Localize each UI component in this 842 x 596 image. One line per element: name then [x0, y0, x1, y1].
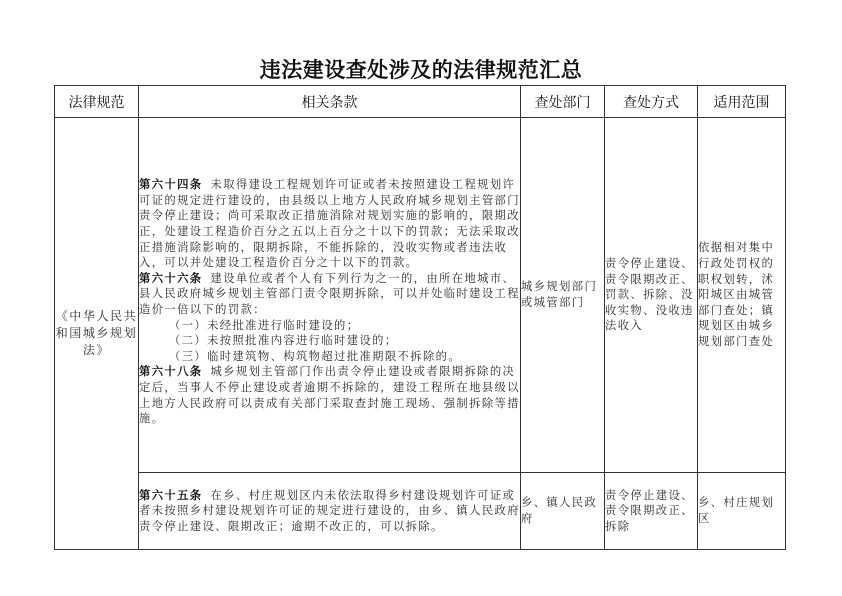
article-66	[139, 271, 520, 318]
header-clauses: 相关条款	[139, 86, 521, 118]
clauses-cell	[139, 118, 521, 473]
article-item: （二）未按照批准内容进行临时建设的；	[169, 334, 398, 348]
scope-cell: 依据相对集中行政处罚权的职权划转，沭阳城区由城管部门查处；镇规划区由城乡规划部门查处	[698, 118, 786, 473]
article-text: 在乡、村庄规划区内未依法取得乡村建设规划许可证或者未按照乡村建设规划许可证的规定进行建设的，由乡、镇人民政府责令停止建设、限期改正；逾期不改正的，可以拆除。	[139, 488, 520, 533]
method-cell: 责令停止建设、责令限期改正、罚款、拆除、没收实物、没收违法收入	[605, 118, 698, 473]
law-name-cell: 《中华人民共和国城乡规划法》	[55, 118, 139, 550]
header-method: 查处方式	[605, 86, 698, 118]
table-row	[55, 118, 786, 473]
article-68	[139, 364, 520, 426]
header-law: 法律规范	[55, 86, 139, 118]
article-title: 第六十四条	[139, 177, 203, 192]
article-text: 城乡规划主管部门作出责令停止建设或者限期拆除的决定后，当事人不停止建设或者逾期不拆除的，建设工程所在地县级以上地方人民政府可以责成有关部门采取查封施工现场、强制拆除等措施。	[139, 365, 520, 426]
law-summary-table	[54, 85, 786, 550]
article-title: 第六十五条	[139, 487, 203, 502]
department-cell: 乡、镇人民政府	[521, 473, 605, 550]
article-title: 第六十八条	[139, 364, 203, 379]
article-64	[139, 177, 520, 271]
scope-cell: 乡、村庄规划区	[698, 473, 786, 550]
clauses-cell	[139, 473, 521, 550]
table-header-row	[55, 86, 786, 118]
article-item: （一）未经批准进行临时建设的；	[169, 318, 360, 332]
article-title: 第六十六条	[139, 270, 203, 285]
article-text: 未取得建设工程规划许可证或者未按照建设工程规划许可证的规定进行建设的，由县级以上地方人民政府城乡规划主管部门责令停止建设；尚可采取改正措施消除对规划实施的影响的，限期改正，处建设工程造价百分之五以上百分之十以下的罚款；无法采取改正措施消除影响的，限期拆除，不能拆除的，没收实物或者违法收入，可以并处建设工程造价百分之十以下的罚款。	[139, 178, 520, 270]
document-title: 违法建设查处涉及的法律规范汇总	[259, 57, 583, 82]
article-text: 建设单位或者个人有下列行为之一的，由所在地城市、县人民政府城乡规划主管部门责令限期拆除，可以并处临时建设工程造价一倍以下的罚款：	[139, 271, 520, 316]
method-cell: 责令停止建设、责令限期改正、拆除	[605, 473, 698, 550]
table-row	[55, 473, 786, 550]
header-scope: 适用范围	[698, 86, 786, 118]
article-item: （三）临时建筑物、构筑物超过批准期限不拆除的。	[169, 349, 462, 363]
department-cell: 城乡规划部门或城管部门	[521, 118, 605, 473]
article-65	[139, 488, 520, 535]
header-department: 查处部门	[521, 86, 605, 118]
